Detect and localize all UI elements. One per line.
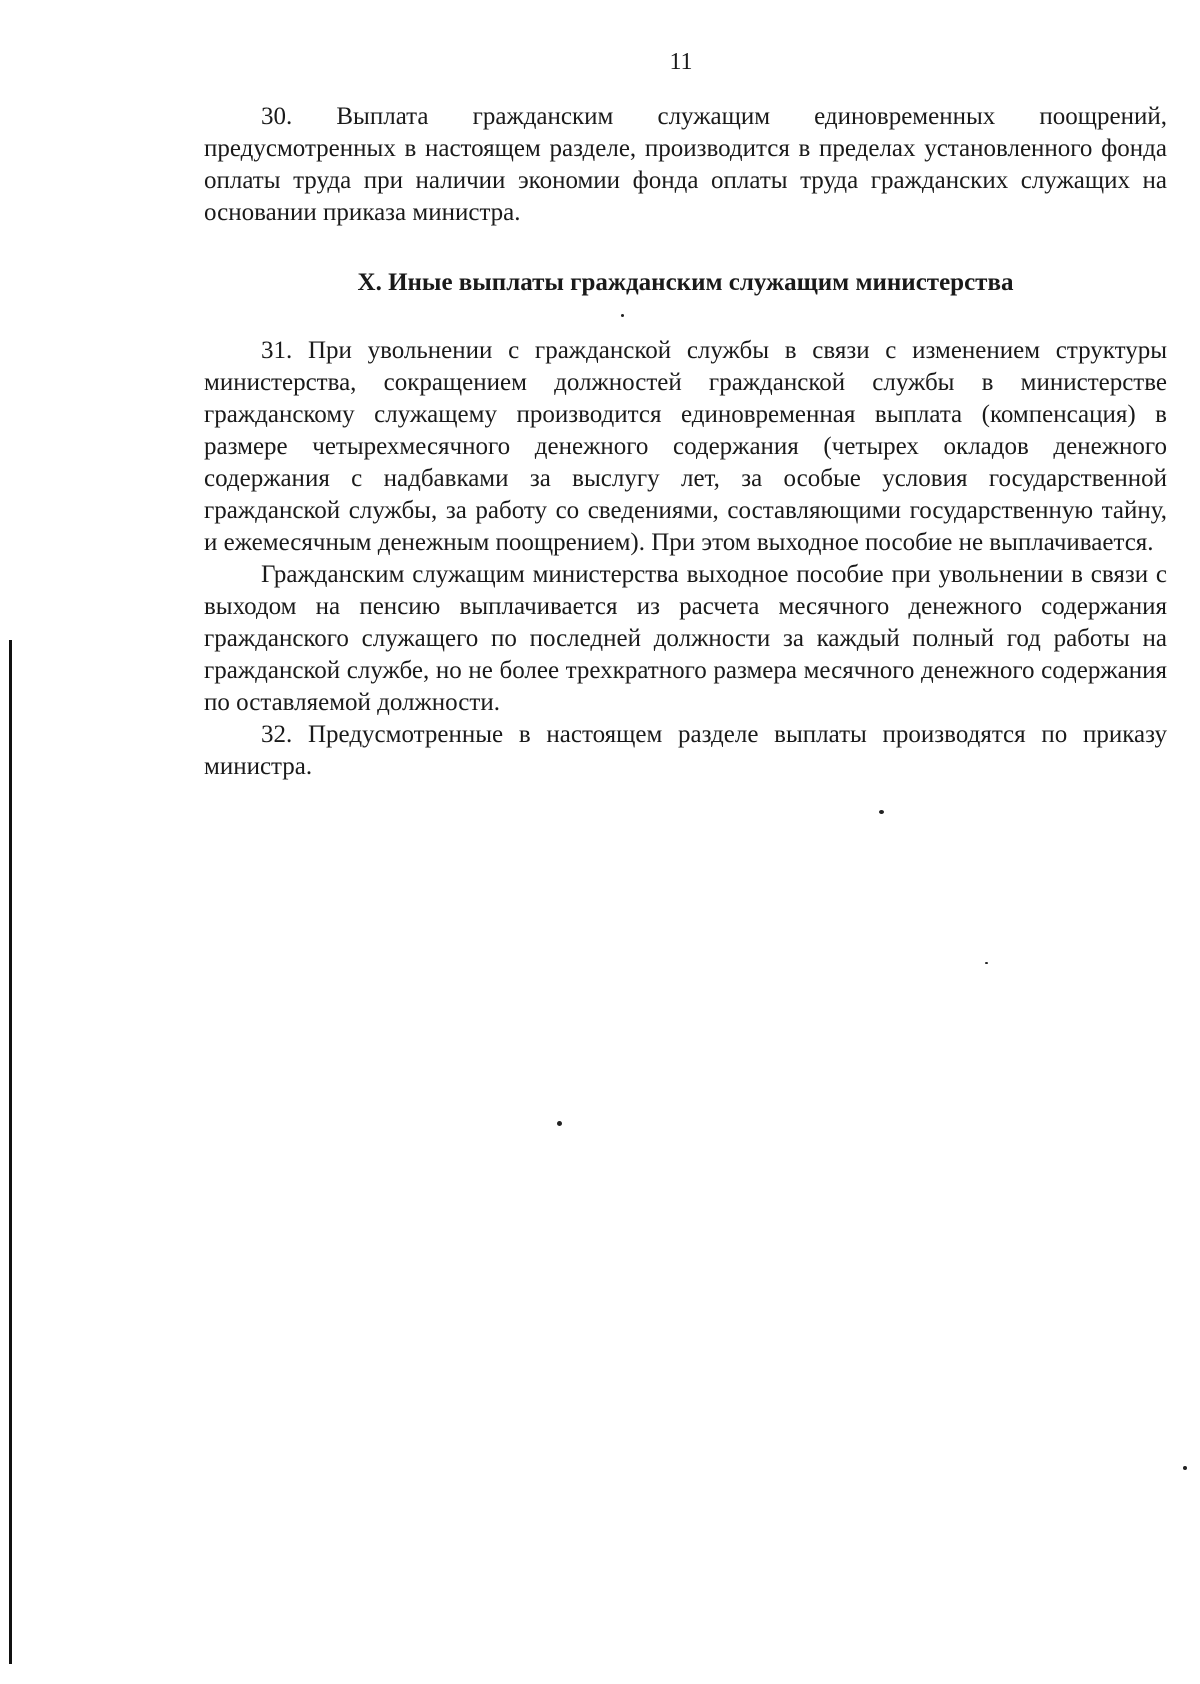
paragraph-32: 32. Предусмотренные в настоящем разделе выплаты производятся по приказу министра. <box>204 721 1167 780</box>
scan-speck <box>557 1121 562 1126</box>
paragraph-31-continuation: Гражданским служащим министерства выходное пособие при увольнении в связи с выходом на пенсию выплачивается из расчета месячного денежного содержания гражданского служащего по последней должности за каждый полный год работы на гражданской службе, но не более трехкратного размера месячного денежного содержания по оставляемой должности. <box>204 561 1167 716</box>
paragraph-31: 31. При увольнении с гражданской службы в связи с изменением структуры министерства, сокращением должностей гражданской службы в министерстве гражданскому служащему производится единовременная выплата (компенсация) в размере четырехмесячного денежного содержания (четырех окладов денежного содержания с надбавками за выслугу лет, за особые условия государственной гражданской службы, за работу со сведениями, составляющими государственную тайну, и ежемесячным денежным поощрением). При этом выходное пособие не выплачивается. <box>204 337 1167 556</box>
scan-binding-edge <box>9 640 12 1664</box>
scan-speck <box>1183 1466 1187 1470</box>
scan-speck <box>985 962 988 964</box>
section-heading: X. Иные выплаты гражданским служащим министерства <box>357 269 1014 296</box>
scan-speck <box>879 810 884 814</box>
paragraph-30: 30. Выплата гражданским служащим единовременных поощрений, предусмотренных в настоящем разделе, производится в пределах установленного фонда оплаты труда при наличии экономии фонда оплаты труда гражданских служащих на основании приказа министра. <box>204 103 1167 226</box>
page-number: 11 <box>669 49 693 75</box>
scan-speck <box>621 314 624 317</box>
document-body <box>204 101 1167 783</box>
